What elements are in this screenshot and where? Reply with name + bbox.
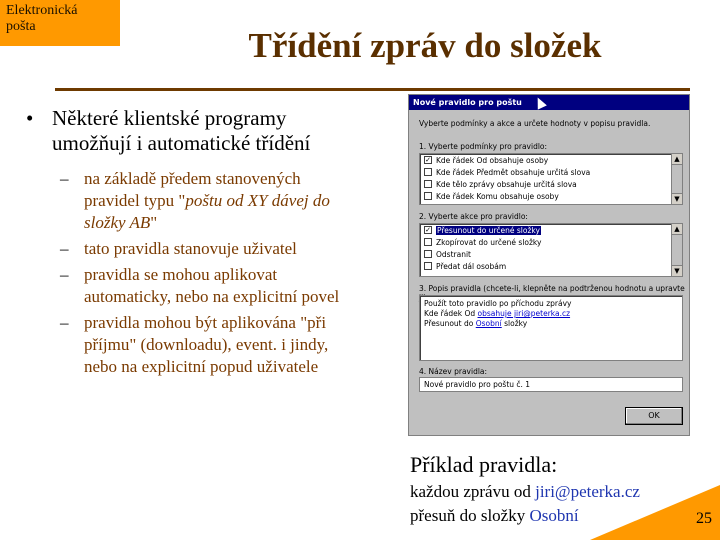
caption-text: každou zprávu od	[410, 482, 536, 501]
page-number: 25	[696, 510, 712, 527]
condition-row[interactable]	[420, 190, 682, 202]
scroll-down-icon[interactable]: ▼	[672, 265, 682, 276]
dialog-titlebar[interactable]	[409, 95, 689, 110]
sub-bullet-text	[84, 168, 350, 234]
condition-label: Kde tělo zprávy obsahuje určitá slova	[436, 179, 577, 189]
section-tag-line1: Elektronická	[6, 3, 78, 18]
checkbox[interactable]	[424, 180, 432, 188]
sub-bullet-text: pravidla se mohou aplikovat automaticky, nebo na explicitní povel	[84, 265, 340, 306]
scroll-up-icon[interactable]: ▲	[672, 154, 682, 165]
caption-line2	[410, 506, 579, 526]
action-label: Odstranit	[436, 249, 471, 259]
caption-text: přesuň do složky	[410, 506, 530, 525]
sub-bullet-item	[60, 168, 350, 234]
condition-row[interactable]	[420, 154, 682, 166]
action-row[interactable]	[420, 236, 682, 248]
conditions-scrollbar[interactable]	[671, 154, 682, 204]
condition-value-link[interactable]: obsahuje jiri@peterka.cz	[477, 309, 571, 318]
conditions-label: 1. Vyberte podmínky pro pravidlo:	[419, 142, 548, 151]
action-row-selected[interactable]	[420, 224, 682, 236]
action-label: Předat dál osobám	[436, 261, 507, 271]
actions-label: 2. Vyberte akce pro pravidlo:	[419, 212, 528, 221]
desc-line1: Použít toto pravidlo po příchodu zprávy	[424, 299, 572, 308]
checkbox[interactable]	[424, 238, 432, 246]
desc-line3	[424, 319, 678, 329]
action-row[interactable]	[420, 248, 682, 260]
sub-bullet-item	[60, 238, 350, 260]
rule-name-label: 4. Název pravidla:	[419, 367, 488, 376]
checkbox[interactable]	[424, 192, 432, 200]
condition-label: Kde řádek Od obsahuje osoby	[436, 155, 549, 165]
sub-bullet-item	[60, 312, 350, 378]
checkbox[interactable]	[424, 168, 432, 176]
condition-label: Kde řádek Předmět obsahuje určitá slova	[436, 167, 591, 177]
desc-text: složky	[501, 319, 528, 328]
condition-row[interactable]	[420, 178, 682, 190]
desc-text: Přesunout do	[424, 319, 476, 328]
rule-description	[419, 295, 683, 361]
checkbox-checked[interactable]: ✓	[425, 156, 431, 164]
sub-text-pre: na základě předem stanovených pravidel typu "	[84, 169, 301, 210]
bullet-dot-icon: •	[26, 106, 34, 130]
sub-bullet-text: tato pravidla stanovuje uživatel	[84, 239, 297, 258]
ok-button[interactable]: OK	[625, 407, 683, 425]
caption-heading: Příklad pravidla:	[410, 452, 558, 477]
dash-icon: –	[60, 239, 69, 258]
dialog-instruction: Vyberte podmínky a akce a určete hodnoty v popisu pravidla.	[419, 119, 651, 128]
caption-email: jiri@peterka.cz	[535, 482, 640, 501]
sub-bullet-list	[60, 168, 350, 378]
description-label: 3. Popis pravidla (chcete-li, klepněte na podtrženou hodnotu a upravte	[419, 284, 685, 293]
conditions-list[interactable]	[419, 153, 683, 205]
action-label: Zkopírovat do určené složky	[436, 237, 542, 247]
caption-folder: Osobní	[529, 506, 579, 525]
mouse-cursor-icon	[533, 95, 547, 109]
section-tag-line2: pošta	[6, 19, 36, 34]
section-tag	[0, 0, 120, 46]
condition-label: Kde řádek Komu obsahuje osoby	[436, 191, 559, 201]
new-rule-dialog	[408, 94, 690, 436]
desc-line2	[424, 309, 678, 319]
main-bullet	[20, 106, 350, 156]
rule-name-field[interactable]: Nové pravidlo pro poštu č. 1	[419, 377, 683, 392]
condition-row[interactable]	[420, 166, 682, 178]
folder-link[interactable]: Osobní	[475, 319, 502, 328]
slide-title: Třídění zpráv do složek	[248, 26, 602, 65]
actions-scrollbar[interactable]	[671, 224, 682, 276]
bullet-list	[20, 106, 350, 382]
action-label: Přesunout do určené složky	[437, 225, 540, 235]
actions-list[interactable]	[419, 223, 683, 277]
sub-bullet-text: pravidla mohou být aplikována "při příjmu" (downloadu), event. i jindy, nebo na explicitní popud uživatele	[84, 313, 329, 376]
sub-text-post: "	[150, 213, 158, 232]
action-row[interactable]	[420, 260, 682, 272]
main-bullet-text: Některé klientské programy umožňují i automatické třídění	[52, 106, 311, 155]
title-rule	[55, 88, 690, 91]
dash-icon: –	[60, 265, 69, 284]
dialog-title: Nové pravidlo pro poštu	[413, 98, 522, 107]
scroll-up-icon[interactable]: ▲	[672, 224, 682, 235]
checkbox-checked[interactable]: ✓	[425, 226, 431, 234]
desc-text: Kde řádek Od	[424, 309, 478, 318]
sub-bullet-item	[60, 264, 350, 308]
checkbox[interactable]	[424, 262, 432, 270]
checkbox[interactable]	[424, 250, 432, 258]
dash-icon: –	[60, 169, 69, 188]
dash-icon: –	[60, 313, 69, 332]
sub-text-italic: poštu od XY dávej do složky AB	[84, 191, 330, 232]
scroll-down-icon[interactable]: ▼	[672, 193, 682, 204]
